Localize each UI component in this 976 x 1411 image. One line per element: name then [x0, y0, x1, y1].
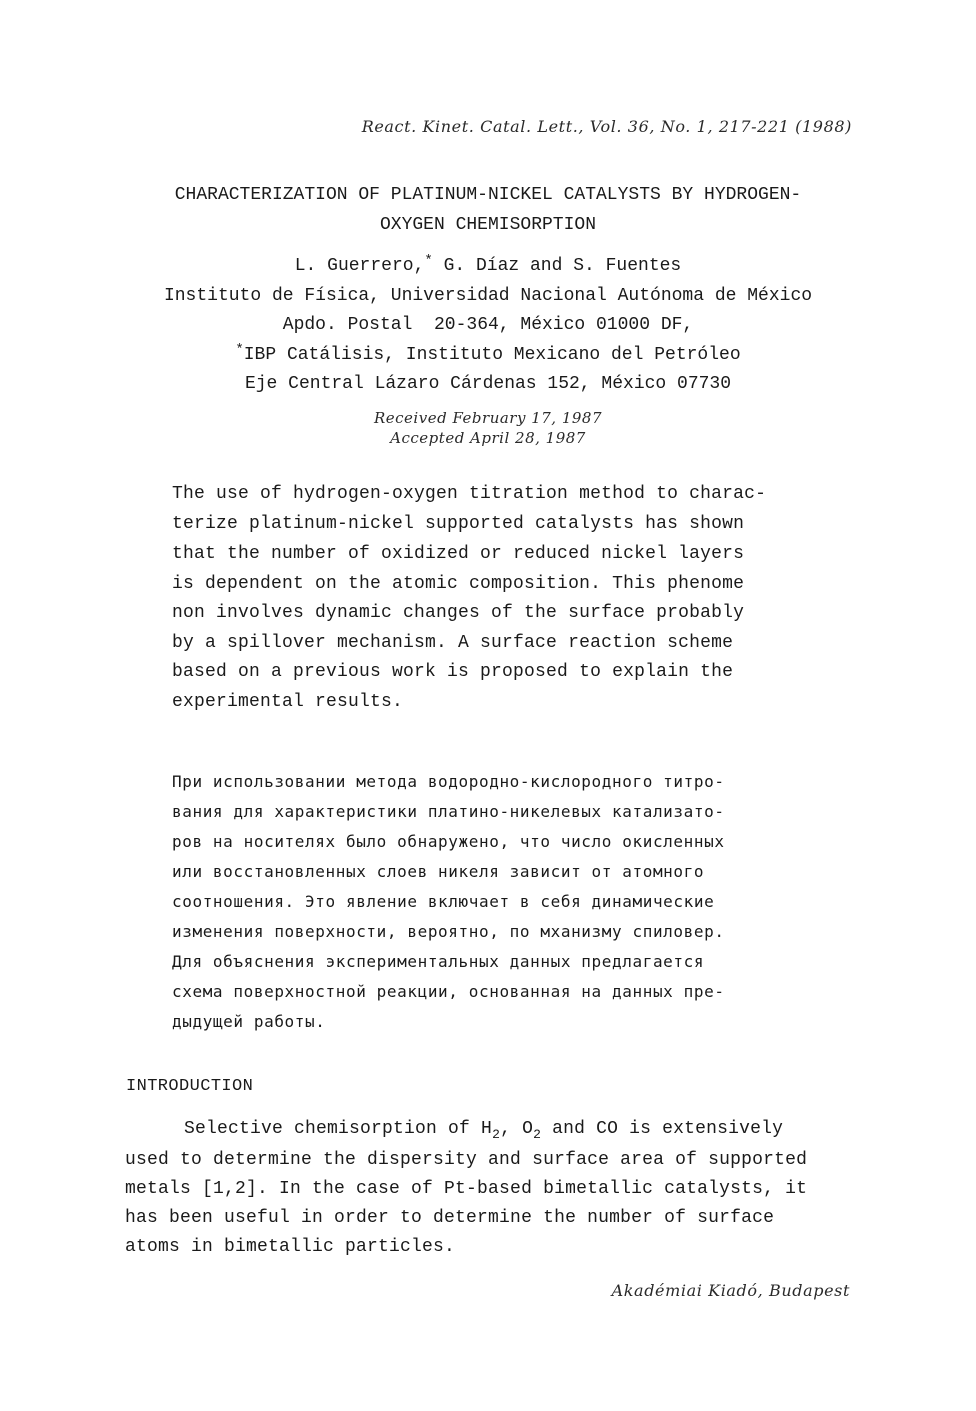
section-heading-introduction: INTRODUCTION — [126, 1077, 254, 1096]
accepted-date: Accepted April 28, 1987 — [390, 429, 586, 447]
abstract-ru-line: вания для характеристики платино-никелевых катализато- — [172, 802, 725, 821]
abstract-en-line: is dependent on the atomic composition. This phenome — [172, 574, 745, 594]
intro-line: used to determine the dispersity and surface area of supported — [125, 1150, 808, 1170]
affiliation-footnote-mark: * — [235, 342, 244, 358]
abstract-en-line: that the number of oxidized or reduced nickel layers — [172, 544, 745, 564]
abstract-en-line: non involves dynamic changes of the surface probably — [172, 603, 745, 623]
affiliation-line-3-text: IBP Catálisis, Instituto Mexicano del Petróleo — [243, 345, 741, 365]
paper-title-line-2: OXYGEN CHEMISORPTION — [379, 215, 597, 235]
intro-line: metals [1,2]. In the case of Pt-based bimetallic catalysts, it — [125, 1179, 808, 1199]
abstract-en-line: based on a previous work is proposed to explain the — [172, 662, 734, 682]
affiliation-line-3 — [0, 342, 976, 365]
abstract-en-line: by a spillover mechanism. A surface reaction scheme — [172, 633, 734, 653]
abstract-ru-line: или восстановленных слоев никеля зависит от атомного — [172, 862, 705, 881]
abstract-en-line: experimental results. — [172, 692, 404, 712]
abstract-ru-line: схема поверхностной реакции, основанная на данных пре- — [172, 982, 725, 1001]
authors — [0, 253, 976, 276]
author-footnote-mark: * — [424, 253, 433, 269]
abstract-ru-line: соотношения. Это явление включает в себя динамические — [172, 892, 715, 911]
paper-title-line-1: CHARACTERIZATION OF PLATINUM-NICKEL CATALYSTS BY HYDROGEN- — [174, 185, 802, 205]
abstract-ru-line: Для объяснения экспериментальных данных предлагается — [172, 952, 705, 971]
subscript: 2 — [533, 1127, 542, 1142]
publisher: Akadémiai Kiadó, Budapest — [611, 1281, 850, 1300]
abstract-ru-line: При использовании метода водородно-кислородного титро- — [172, 772, 725, 791]
affiliation-line-2: Apdo. Postal 20-364, México 01000 DF, — [282, 315, 694, 335]
abstract-ru-line: изменения поверхности, вероятно, по мханизму спиловер. — [172, 922, 725, 941]
subscript: 2 — [492, 1127, 501, 1142]
abstract-ru-line: дыдущей работы. — [172, 1012, 326, 1031]
intro-text: , O — [500, 1119, 534, 1139]
abstract-en-line: terize platinum-nickel supported catalysts has shown — [172, 514, 745, 534]
abstract-ru-line: ров на носителях было обнаружено, что число окисленных — [172, 832, 725, 851]
affiliation-line-4: Eje Central Lázaro Cárdenas 152, México 07730 — [244, 374, 732, 394]
intro-text: Selective chemisorption of H — [184, 1119, 493, 1139]
author-part-2: G. Díaz and S. Fuentes — [432, 256, 682, 276]
author-part-1: L. Guerrero, — [294, 256, 425, 276]
abstract-en-line: The use of hydrogen-oxygen titration method to charac- — [172, 484, 767, 504]
received-date: Received February 17, 1987 — [373, 409, 603, 427]
journal-reference: React. Kinet. Catal. Lett., Vol. 36, No. 1, 217-221 (1988) — [361, 117, 852, 136]
intro-line: atoms in bimetallic particles. — [125, 1237, 456, 1257]
intro-text: and CO is extensively — [541, 1119, 784, 1139]
intro-line: has been useful in order to determine the number of surface — [125, 1208, 775, 1228]
affiliation-line-1: Instituto de Física, Universidad Nacional Autónoma de México — [163, 286, 813, 306]
intro-line-1 — [184, 1119, 784, 1142]
